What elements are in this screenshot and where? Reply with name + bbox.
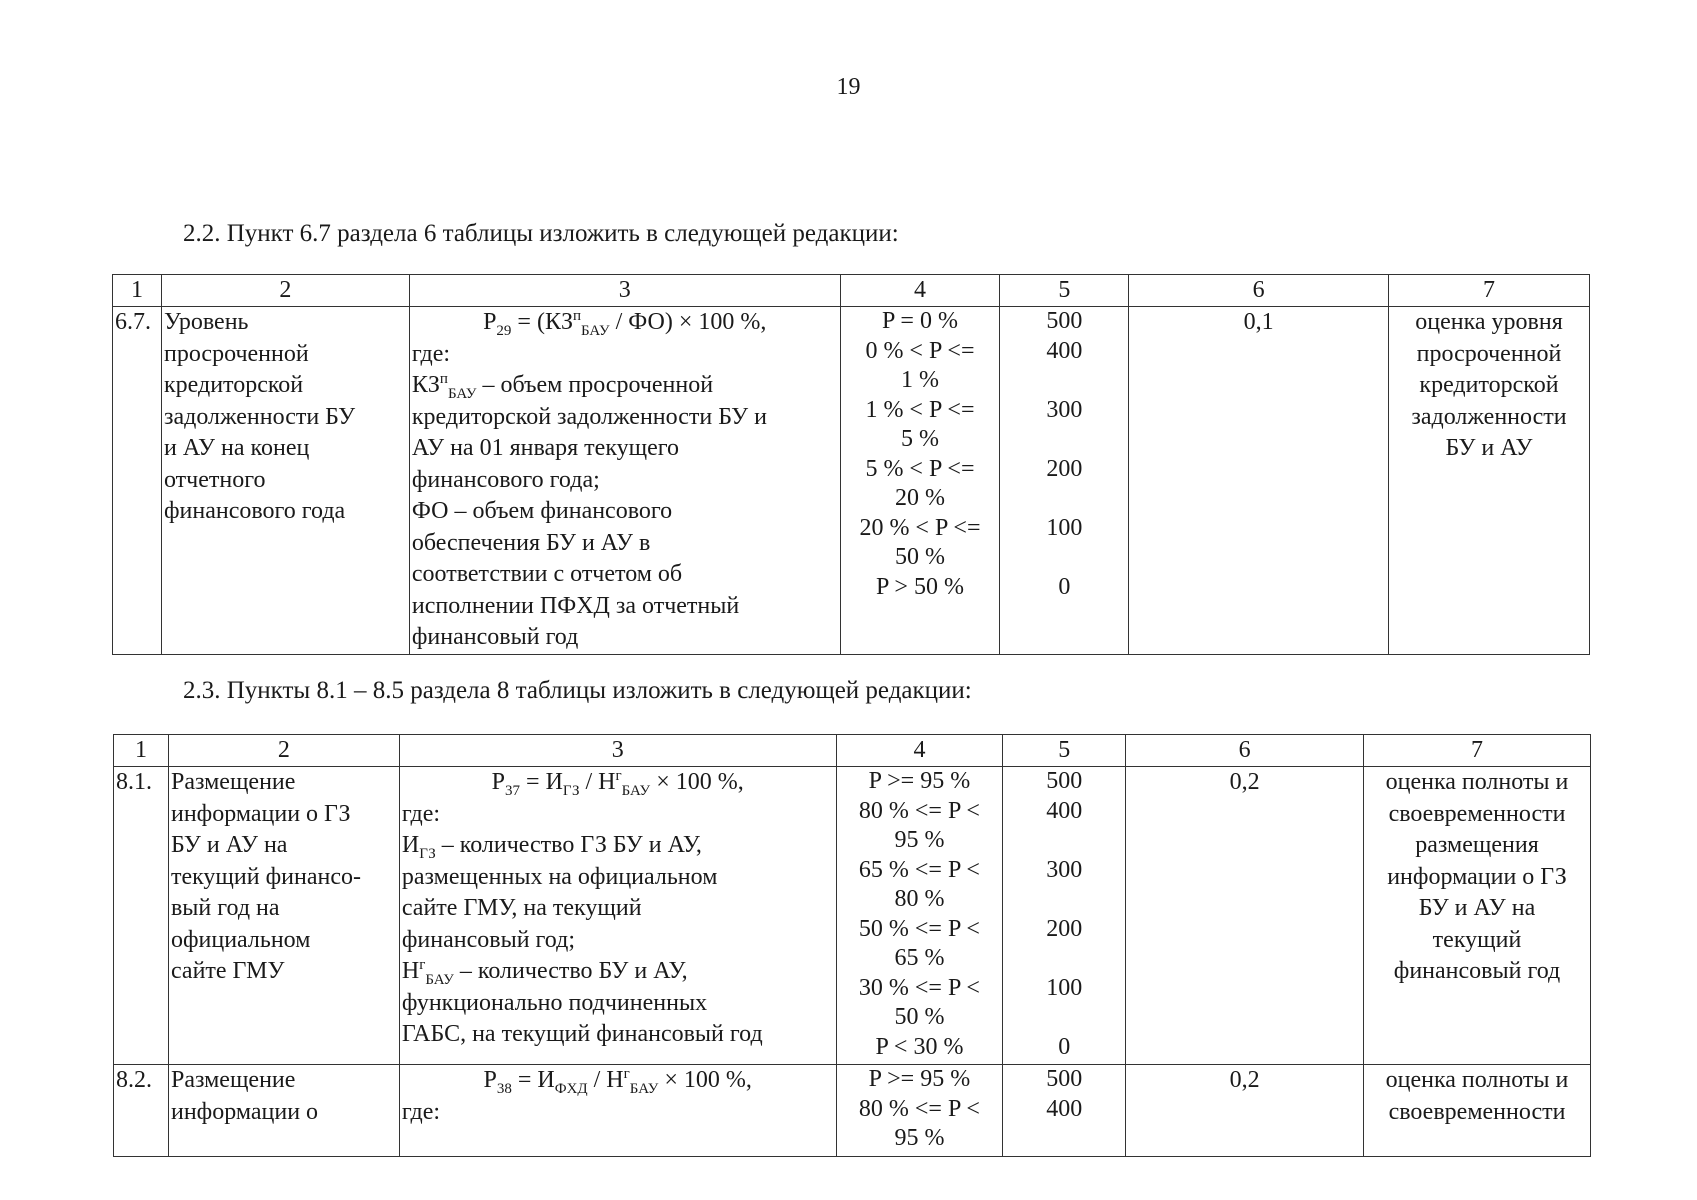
evaluation: оценка полноты и своевременности размещения информации о ГЗ БУ и АУ на текущий финансовый год — [1364, 767, 1591, 1065]
header-cell: 2 — [161, 275, 409, 307]
scores: 500 400 300 200 100 0 — [1000, 307, 1129, 655]
section-2-3-intro: 2.3. Пункты 8.1 – 8.5 раздела 8 таблицы изложить в следующей редакции: — [183, 677, 972, 704]
table-row — [114, 767, 1591, 1065]
weight: 0,1 — [1129, 307, 1389, 655]
page-number: 19 — [836, 74, 861, 100]
formula-cell: $P_{29} = (КЗ^п_{БАУ} / ФО) \times 100$ %, где: $КЗ^п_{БАУ}$ – объем просроченной кредиторской задолженности БУ и АУ на 01 января текущего финансового года; ФО – объем финансового обеспечения БУ и АУ в соответствии с отчетом об исполнении ПФХД за отчетный финансовый год — [409, 307, 840, 655]
table-section-8 — [113, 734, 1591, 1157]
header-cell: 4 — [836, 735, 1003, 767]
formula-cell: $P_{38} = И_{ФХД} / Н^г_{БАУ} \times 100$ %, где: — [399, 1065, 836, 1157]
formula: $P_{37} = И_{ГЗ} / Н^г_{БАУ} \times 100$ %, — [491, 768, 744, 799]
item-number: 8.1. — [114, 767, 169, 1065]
indicator-name: Уровень просроченной кредиторской задолженности БУ и АУ на конец отчетного финансового года — [161, 307, 409, 655]
formula-cell: $P_{37} = И_{ГЗ} / Н^г_{БАУ} \times 100$ %, где: $И_{ГЗ}$ – количество ГЗ БУ и АУ, размещенных на официальном сайте ГМУ, на текущий финансовый год; $Н^г_{БАУ}$ – количество БУ и АУ, функционально подчиненных ГАБС, на текущий финансовый год — [399, 767, 836, 1065]
indicator-name: Размещение информации о ГЗ БУ и АУ на текущий финансо- вый год на официальном сайте ГМУ — [168, 767, 399, 1065]
value-ranges: P = 0 % 0 % < P <= 1 % 1 % < P <= 5 % 5 % < P <= 20 % 20 % < P <= 50 % P > 50 % — [840, 307, 1000, 655]
header-cell: 5 — [1003, 735, 1126, 767]
table-section-6 — [112, 274, 1590, 655]
header-cell: 1 — [113, 275, 162, 307]
formula: $P_{38} = И_{ФХД} / Н^г_{БАУ} \times 100$ %, — [483, 1066, 752, 1097]
header-cell: 1 — [114, 735, 169, 767]
table-row — [113, 307, 1590, 655]
table-header-row — [113, 275, 1590, 307]
indicator-name: Размещение информации о — [168, 1065, 399, 1157]
table-header-row — [114, 735, 1591, 767]
formula: $P_{29} = (КЗ^п_{БАУ} / ФО) \times 100$ %, — [483, 308, 767, 339]
header-cell: 5 — [1000, 275, 1129, 307]
scores: 500 400 — [1003, 1065, 1126, 1157]
scores: 500 400 300 200 100 0 — [1003, 767, 1126, 1065]
value-ranges: P >= 95 % 80 % <= P < 95 % — [836, 1065, 1003, 1157]
value-ranges: P >= 95 % 80 % <= P < 95 % 65 % <= P < 80 % 50 % <= P < 65 % 30 % <= P < 50 % P < 30 % — [836, 767, 1003, 1065]
evaluation: оценка уровня просроченной кредиторской задолженности БУ и АУ — [1389, 307, 1590, 655]
header-cell: 3 — [399, 735, 836, 767]
item-number: 6.7. — [113, 307, 162, 655]
header-cell: 3 — [409, 275, 840, 307]
section-2-2-intro: 2.2. Пункт 6.7 раздела 6 таблицы изложить в следующей редакции: — [183, 220, 899, 247]
weight: 0,2 — [1126, 1065, 1364, 1157]
table-row — [114, 1065, 1591, 1157]
header-cell: 7 — [1364, 735, 1591, 767]
header-cell: 6 — [1129, 275, 1389, 307]
weight: 0,2 — [1126, 767, 1364, 1065]
header-cell: 6 — [1126, 735, 1364, 767]
header-cell: 2 — [168, 735, 399, 767]
evaluation: оценка полноты и своевременности — [1364, 1065, 1591, 1157]
header-cell: 7 — [1389, 275, 1590, 307]
item-number: 8.2. — [114, 1065, 169, 1157]
header-cell: 4 — [840, 275, 1000, 307]
